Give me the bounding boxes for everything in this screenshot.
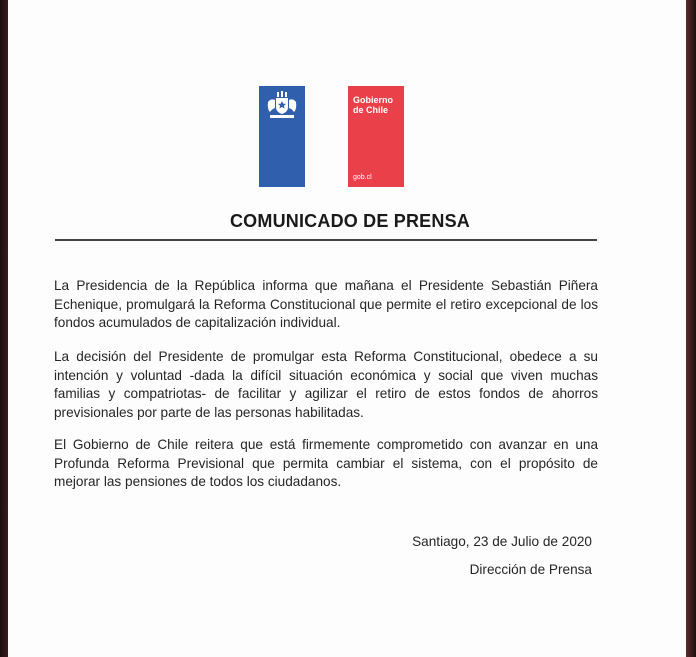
title-divider: [55, 239, 597, 241]
logo-brand-line2: de Chile: [353, 105, 389, 115]
signature: Dirección de Prensa: [469, 562, 592, 577]
logo-red-box: [348, 86, 404, 187]
logo-blue-bar: [259, 86, 305, 187]
paragraph-3: El Gobierno de Chile reitera que está firmemente comprometido con avanzar en una Profunda Reforma Previsional que permita cambiar el sistema, con el propósito de mejorar las pensiones de todos los ciudadanos.: [54, 437, 598, 490]
coat-of-arms-icon: [264, 90, 300, 120]
logo-domain: gob.cl: [353, 174, 372, 181]
paragraph-2: La decisión del Presidente de promulgar esta Reforma Constitucional, obedece a su intención y voluntad -dada la difícil situación económica y social que viven muchas familias y compatriotas- de facilitar y agilizar el retiro de estos fondos de ahorros previsionales por parte de las personas habilitadas.: [54, 349, 598, 420]
government-logo: [259, 86, 405, 187]
logo-brand-line1: Gobierno: [353, 95, 393, 105]
date-line: Santiago, 23 de Julio de 2020: [412, 534, 592, 549]
press-release-page: [8, 0, 686, 657]
paragraph-1: La Presidencia de la República informa que mañana el Presidente Sebastián Piñera Echenique, promulgará la Reforma Constitucional que permite el retiro excepcional de los fondos acumulados de capitalización individual.: [54, 278, 598, 331]
frame-right-edge: [686, 0, 696, 657]
document-title: COMUNICADO DE PRENSA: [229, 211, 470, 231]
frame-left-edge: [0, 0, 8, 657]
